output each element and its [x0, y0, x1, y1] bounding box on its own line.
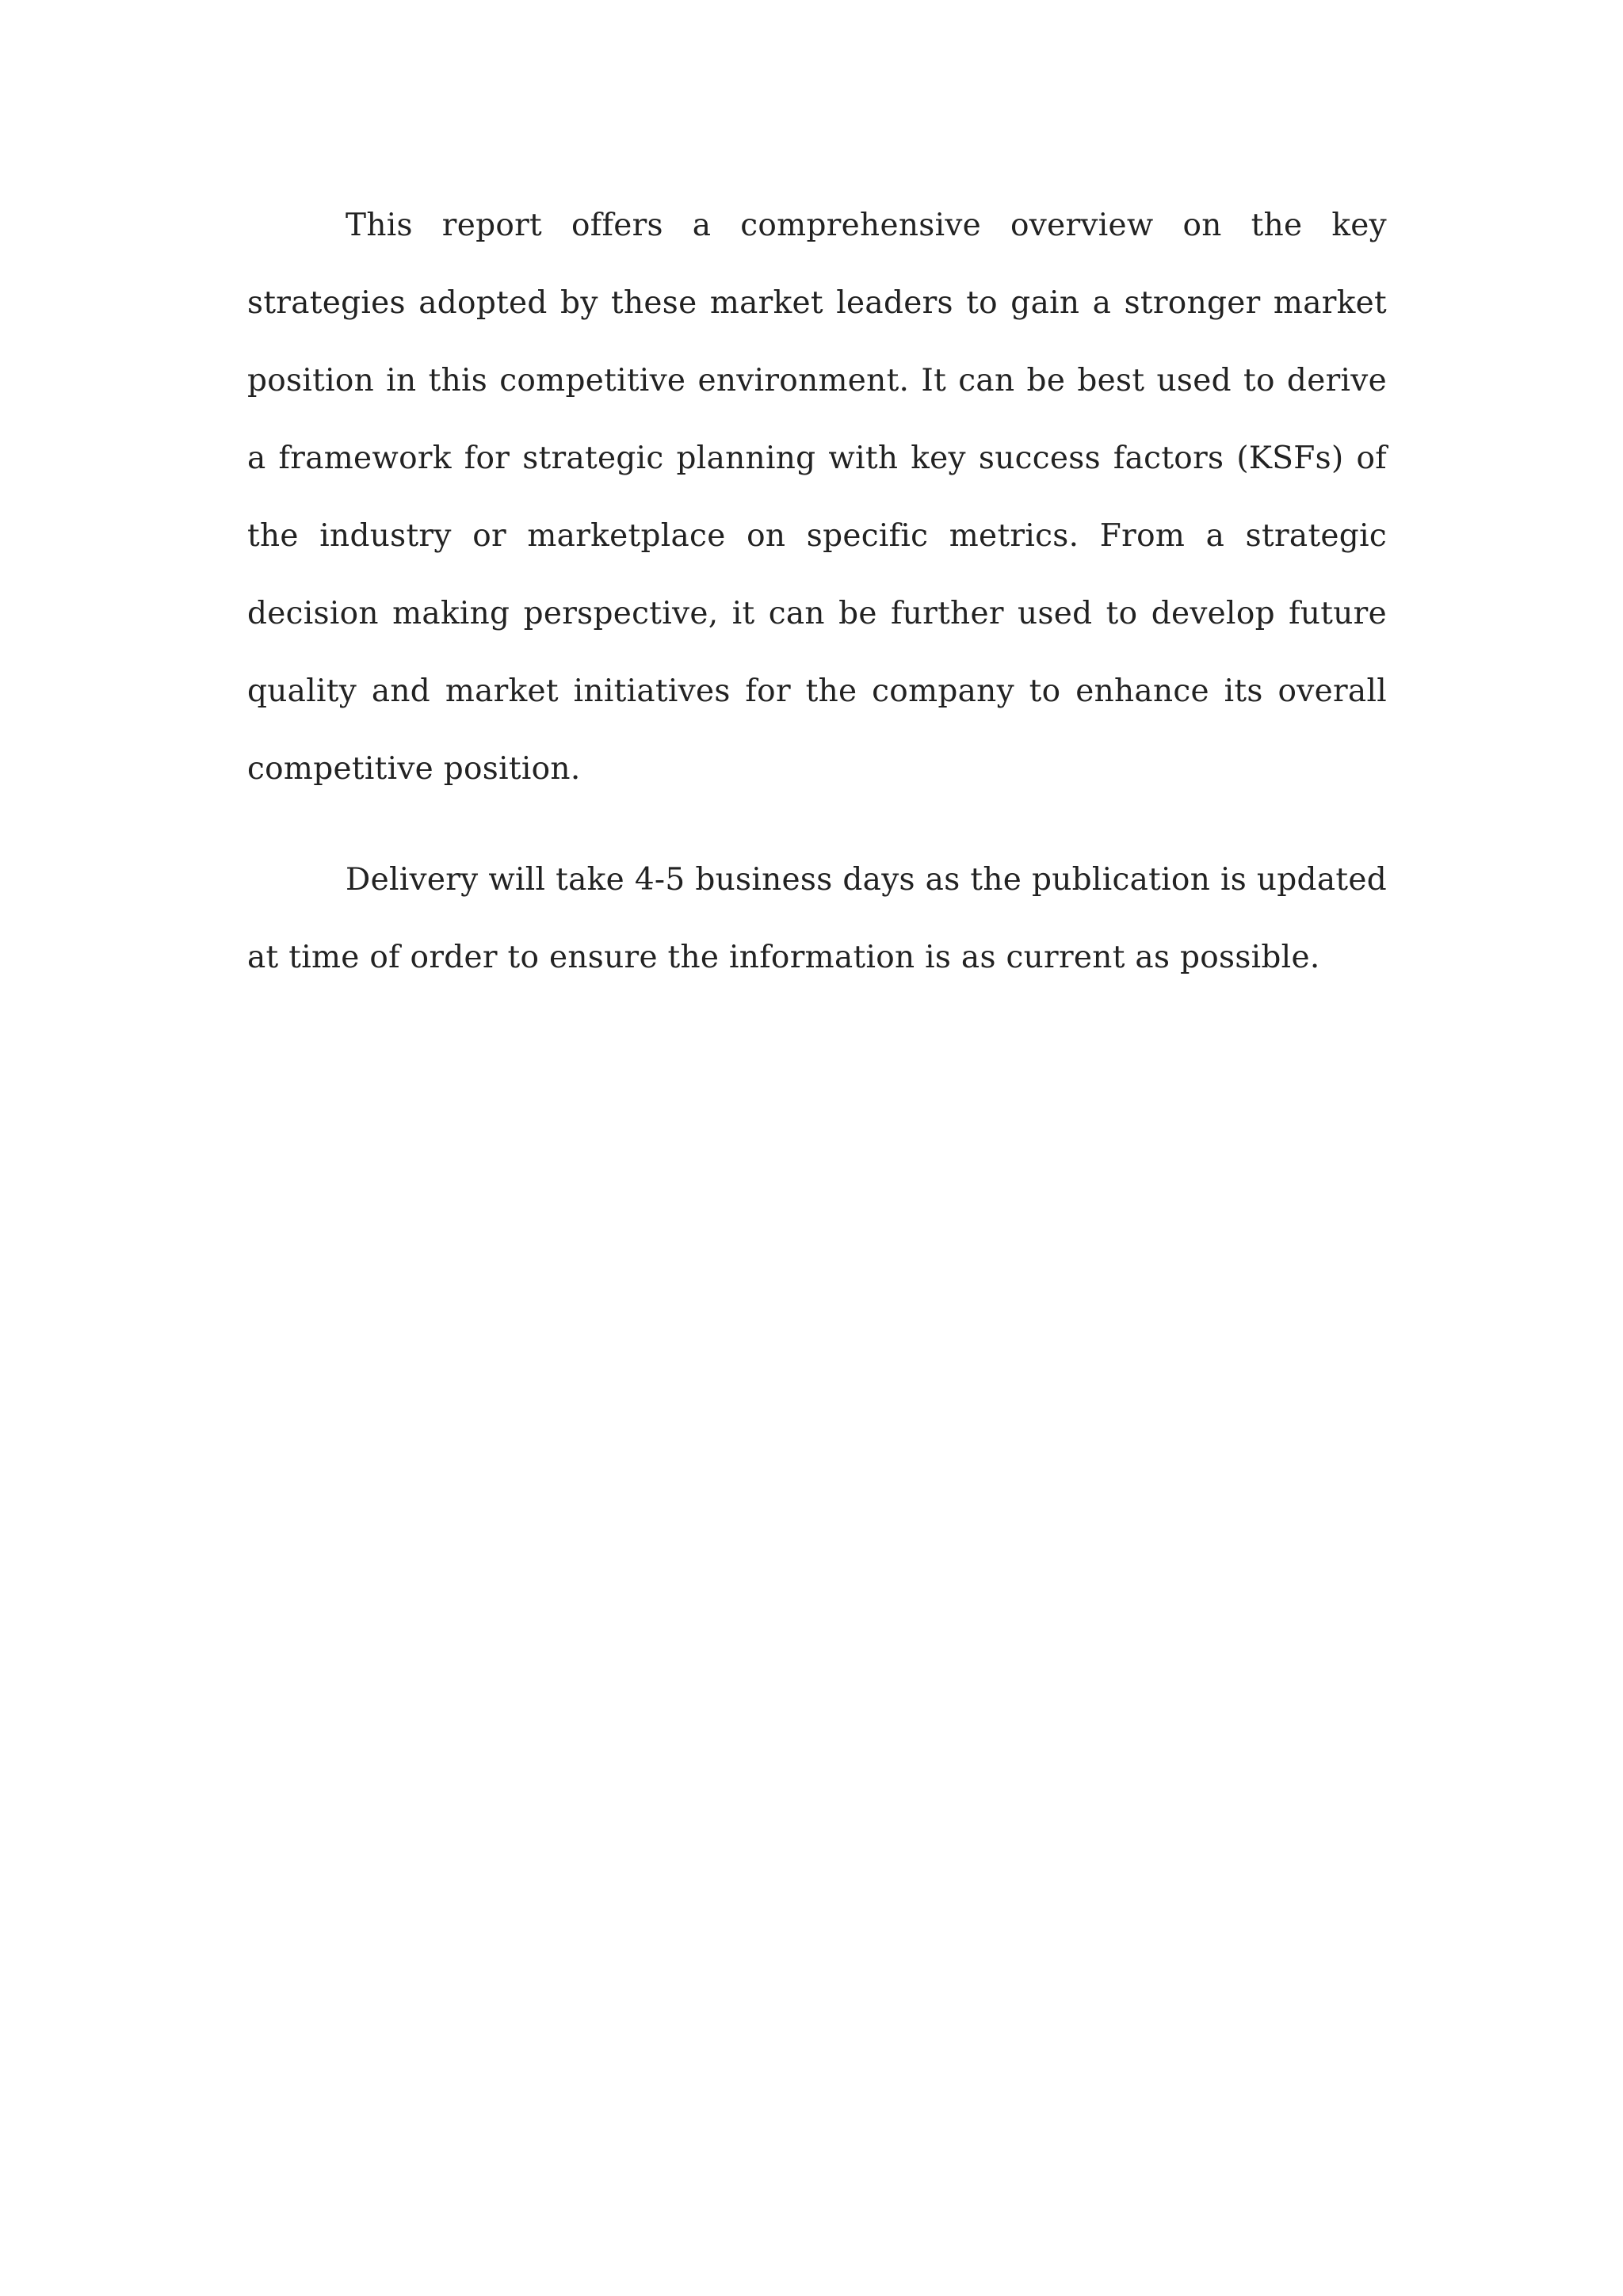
paragraph-delivery-info: Delivery will take 4-5 business days as the publication is updated at time of order to ensure the information is as current as possible. [247, 862, 1387, 975]
document-body [247, 187, 1387, 1030]
paragraph-report-overview: This report offers a comprehensive overview on the key strategies adopted by these market leaders to gain a stronger market position in this competitive environment. It can be best used to derive a framework for strategic planning with key success factors (KSFs) of the industry or marketplace on specific metrics. From a strategic decision making perspective, it can be further used to develop future quality and market initiatives for the company to enhance its overall competitive position. [247, 208, 1387, 787]
